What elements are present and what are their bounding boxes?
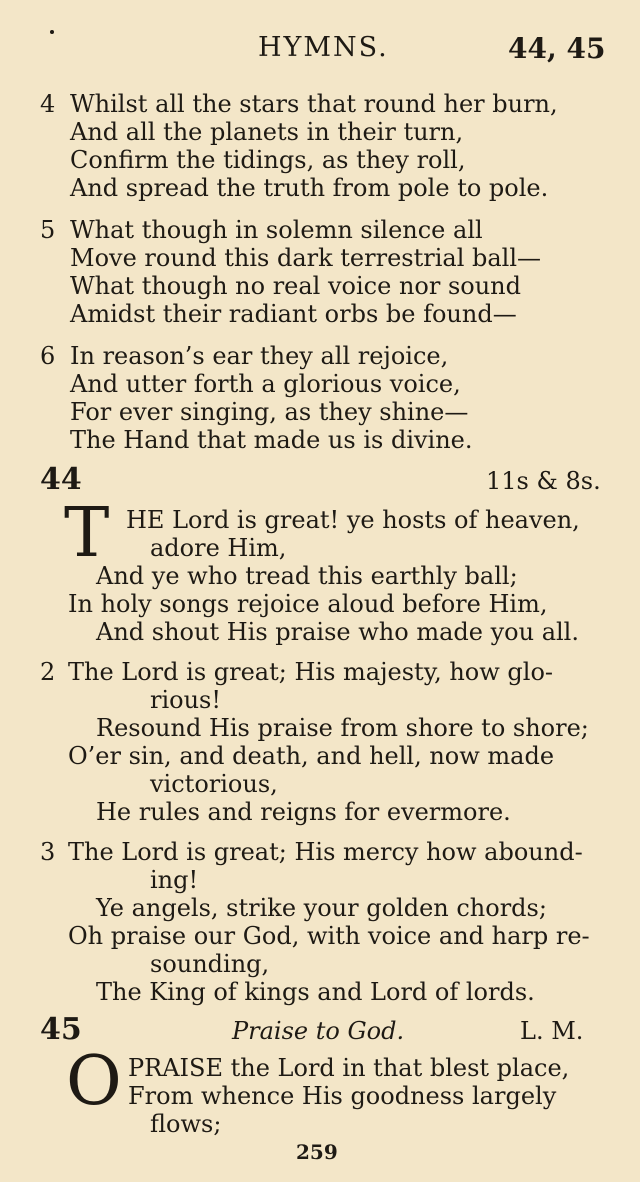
ink-speck bbox=[50, 30, 54, 34]
verse-line: He rules and reigns for evermore. bbox=[96, 798, 511, 826]
verse-line: And all the planets in their turn, bbox=[70, 118, 464, 146]
hymn-meter: 11s & 8s. bbox=[486, 467, 601, 495]
page-number: 259 bbox=[296, 1140, 338, 1164]
verse-line: victorious, bbox=[150, 770, 278, 798]
verse-line: What though in solemn silence all bbox=[70, 216, 483, 244]
verse-line: Resound His praise from shore to shore; bbox=[96, 714, 589, 742]
hymn-number: 45 bbox=[40, 1012, 82, 1047]
hymn-title: Praise to God. bbox=[232, 1017, 405, 1045]
hymn-number: 44 bbox=[40, 462, 82, 497]
verse-line: For ever singing, as they shine— bbox=[70, 398, 469, 426]
drop-cap: T bbox=[64, 494, 110, 573]
verse-line: What though no real voice nor sound bbox=[70, 272, 521, 300]
verse-line: And spread the truth from pole to pole. bbox=[70, 174, 549, 202]
verse-line: adore Him, bbox=[150, 534, 287, 562]
verse-line: ing! bbox=[150, 866, 199, 894]
verse-number: 6 bbox=[40, 342, 56, 370]
verse-line: The Lord is great; His majesty, how glo- bbox=[68, 658, 554, 686]
verse-number: 3 bbox=[40, 838, 56, 866]
verse-line: rious! bbox=[150, 686, 222, 714]
verse-line: PRAISE the Lord in that blest place, bbox=[128, 1054, 570, 1082]
running-header-numbers: 44, 45 bbox=[508, 32, 606, 65]
verse-line: Oh praise our God, with voice and harp re- bbox=[68, 922, 590, 950]
verse-number: 2 bbox=[40, 658, 56, 686]
verse-line: And shout His praise who made you all. bbox=[96, 618, 579, 646]
verse-line: From whence His goodness largely bbox=[128, 1082, 557, 1110]
verse-line: sounding, bbox=[150, 950, 270, 978]
verse-line: In reason’s ear they all rejoice, bbox=[70, 342, 449, 370]
verse-line: O’er sin, and death, and hell, now made bbox=[68, 742, 555, 770]
verse-line: The Hand that made us is divine. bbox=[70, 426, 473, 454]
verse-line: HE Lord is great! ye hosts of heaven, bbox=[126, 506, 580, 534]
verse-line: And ye who tread this earthly ball; bbox=[96, 562, 518, 590]
hymn-meter: L. M. bbox=[520, 1017, 584, 1045]
verse-line: Confirm the tidings, as they roll, bbox=[70, 146, 466, 174]
verse-line: Amidst their radiant orbs be found— bbox=[70, 300, 517, 328]
verse-line: The King of kings and Lord of lords. bbox=[96, 978, 535, 1006]
verse-number: 5 bbox=[40, 216, 56, 244]
running-header-title: HYMNS. bbox=[258, 32, 389, 63]
verse-line: Whilst all the stars that round her burn, bbox=[70, 90, 558, 118]
verse-line: flows; bbox=[150, 1110, 222, 1138]
verse-line: In holy songs rejoice aloud before Him, bbox=[68, 590, 548, 618]
verse-line: Move round this dark terrestrial ball— bbox=[70, 244, 542, 272]
verse-line: And utter forth a glorious voice, bbox=[70, 370, 461, 398]
verse-line: Ye angels, strike your golden chords; bbox=[96, 894, 547, 922]
verse-line: The Lord is great; His mercy how abound- bbox=[68, 838, 583, 866]
drop-cap: O bbox=[66, 1042, 122, 1121]
verse-number: 4 bbox=[40, 90, 56, 118]
